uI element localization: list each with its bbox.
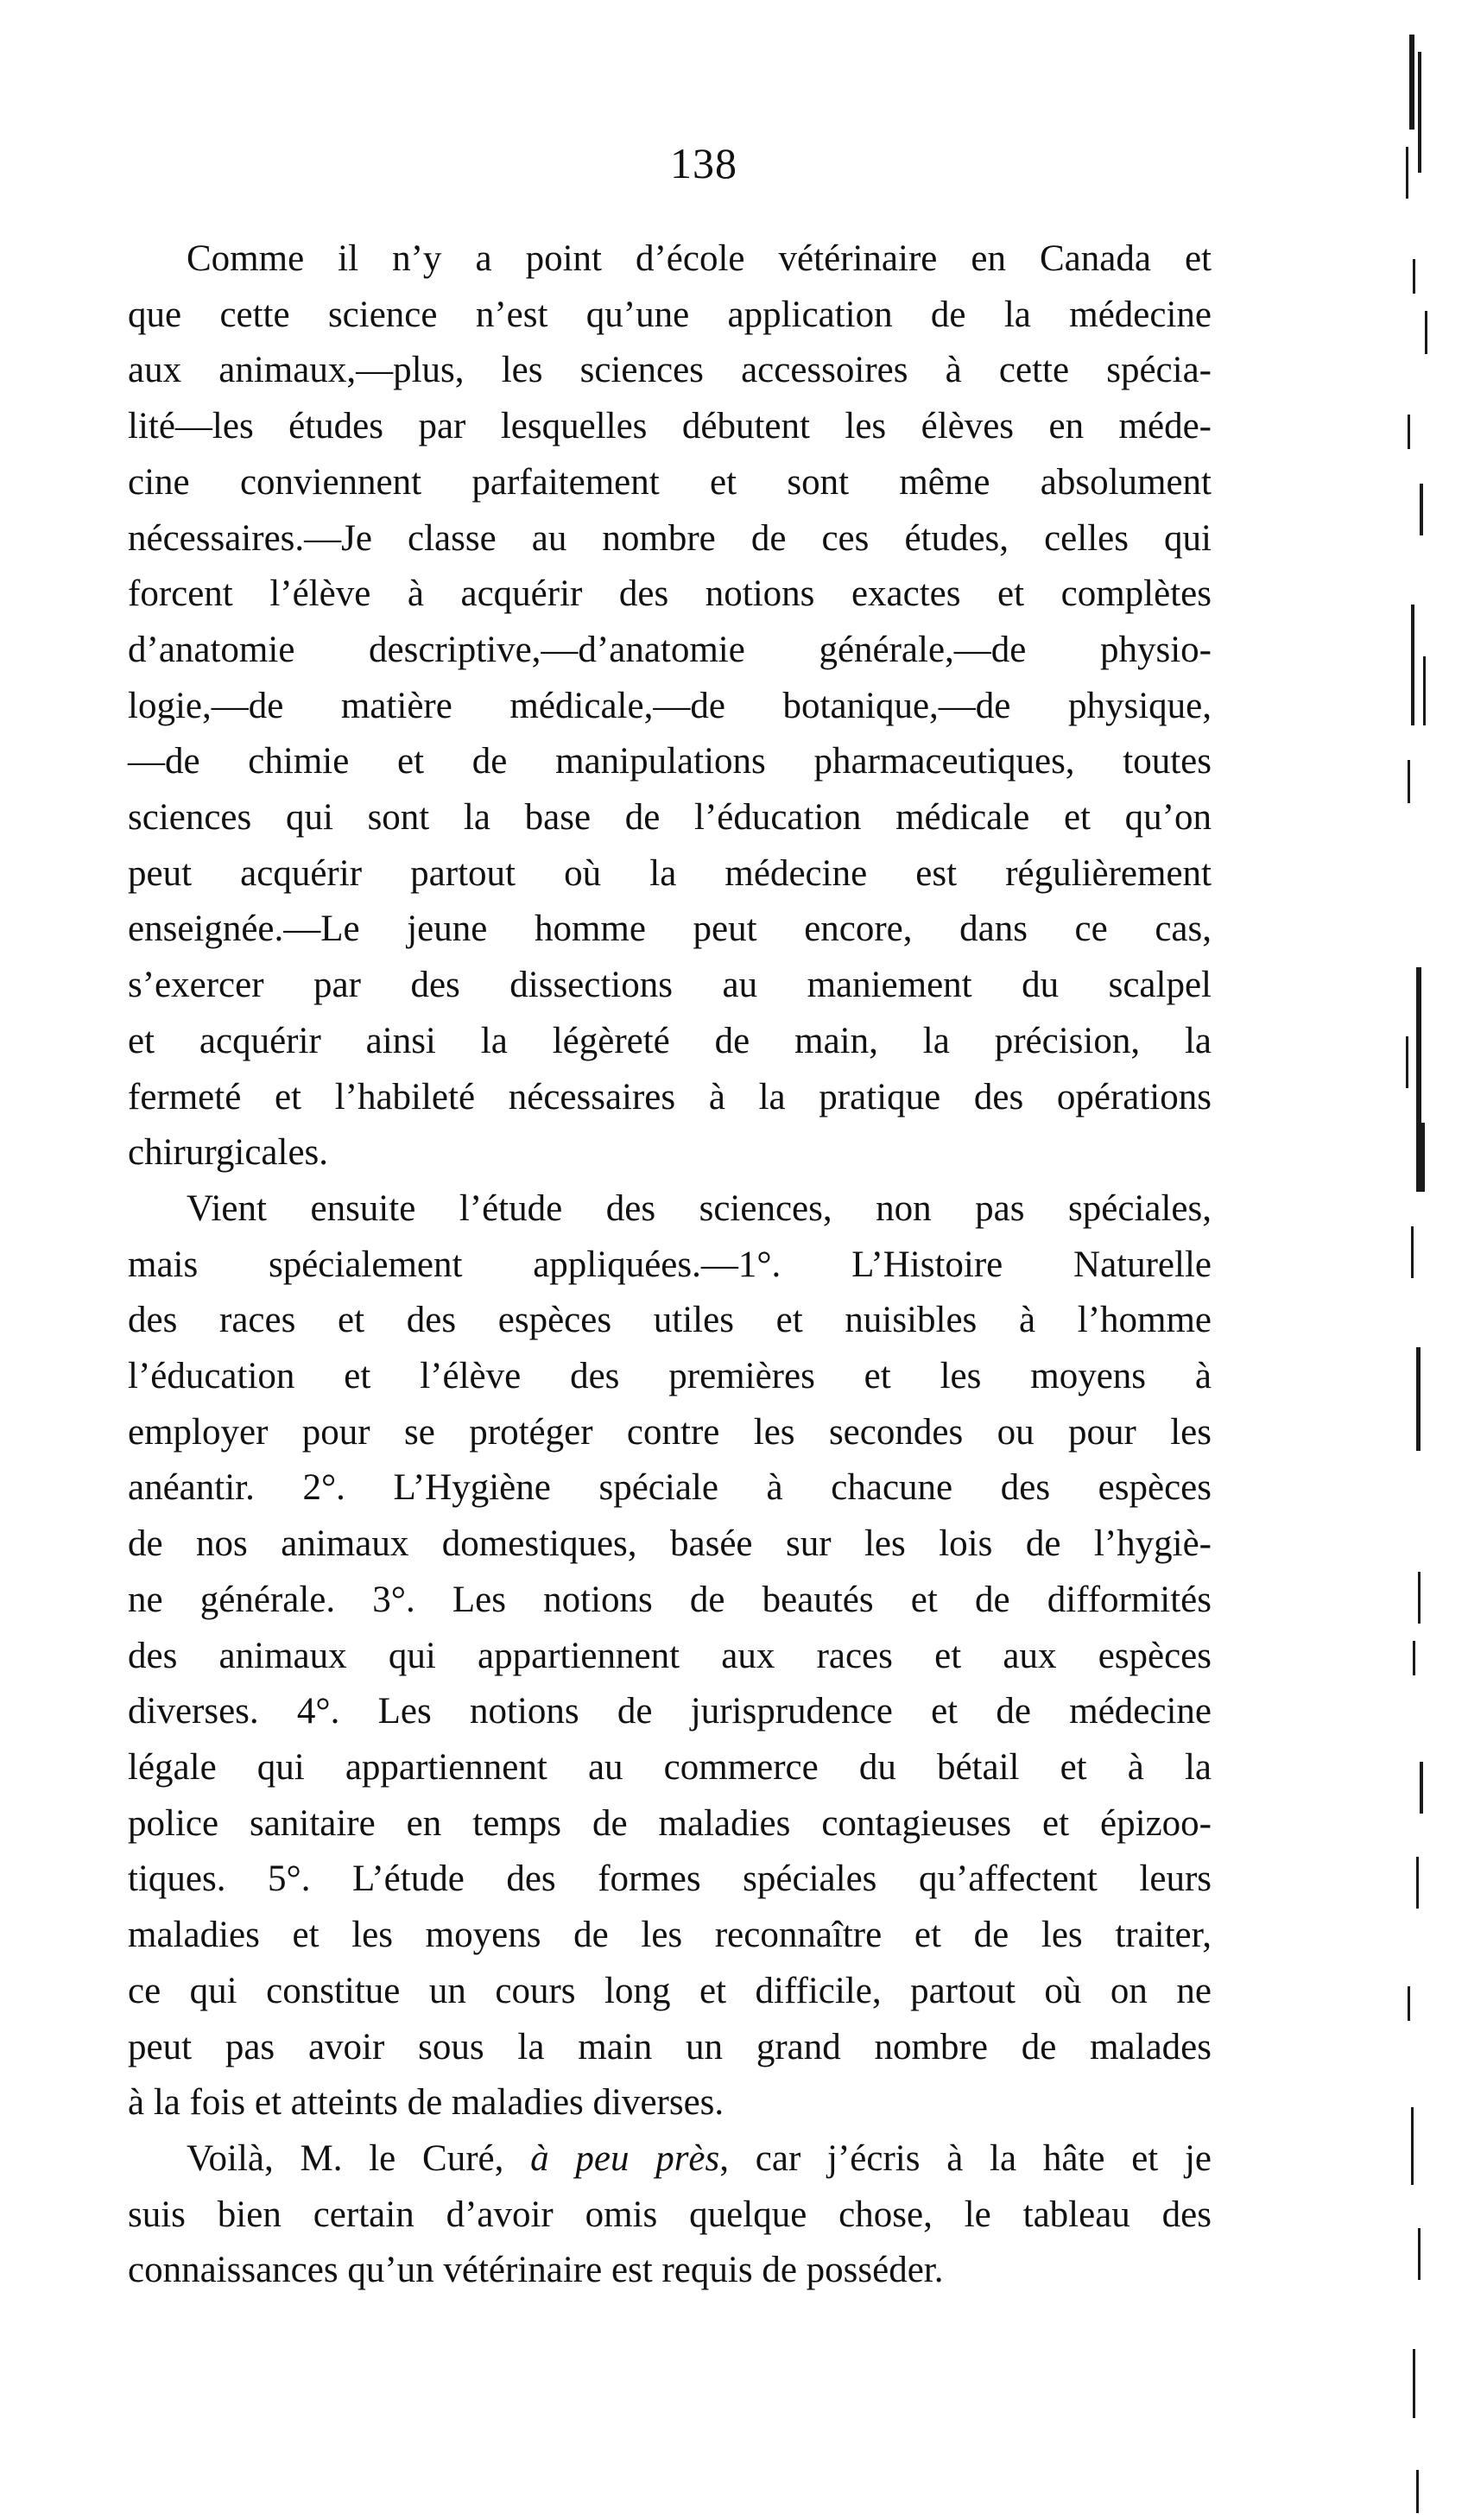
text-line: anéantir. 2°. L’Hygiène spéciale à chacune des espèces xyxy=(128,1467,1212,1509)
text-run: Voilà, M. le Curé, xyxy=(187,2137,531,2179)
text-line: connaissances qu’un vétérinaire est requis de posséder. xyxy=(128,2250,944,2291)
text-line: ce qui constitue un cours long et difficile, partout où on ne xyxy=(128,1970,1212,2011)
text-line: que cette science n’est qu’une application de la médecine xyxy=(128,294,1212,335)
text-line: s’exercer par des dissections au maniement du scalpel xyxy=(128,965,1212,1006)
text-line: suis bien certain d’avoir omis quelque chose, le tableau des xyxy=(128,2194,1212,2235)
text-line: —de chimie et de manipulations pharmaceutiques, toutes xyxy=(128,741,1212,782)
text-line: cine conviennent parfaitement et sont même absolument xyxy=(128,461,1212,503)
text-line: chirurgicales. xyxy=(128,1132,329,1174)
paragraph-3 xyxy=(128,2131,1212,2299)
paragraph-1 xyxy=(128,231,1212,1181)
text-line: de nos animaux domestiques, basée sur les lois de l’hygiè- xyxy=(128,1523,1212,1565)
text-line: mais spécialement appliquées.—1°. L’Histoire Naturelle xyxy=(128,1244,1212,1285)
text-line: des animaux qui appartiennent aux races et aux espèces xyxy=(128,1635,1212,1676)
text-line: aux animaux,—plus, les sciences accessoires à cette spécia- xyxy=(128,350,1212,391)
text-line xyxy=(128,2131,1212,2188)
text-line: l’éducation et l’élève des premières et les moyens à xyxy=(128,1356,1212,1397)
page-number: 138 xyxy=(670,139,737,187)
text-line: d’anatomie descriptive,—d’anatomie générale,—de physio- xyxy=(128,629,1212,670)
text-line: fermeté et l’habileté nécessaires à la pratique des opérations xyxy=(128,1076,1212,1118)
text-line: légale qui appartiennent au commerce du bétail et à la xyxy=(128,1746,1212,1788)
text-run: , car j’écris à la hâte et je xyxy=(719,2137,1212,2179)
text-line: nécessaires.—Je classe au nombre de ces études, celles qui xyxy=(128,517,1212,559)
text-line: peut acquérir partout où la médecine est régulièrement xyxy=(128,852,1212,894)
text-line: ne générale. 3°. Les notions de beautés et de difformités xyxy=(128,1579,1212,1620)
text-line: sciences qui sont la base de l’éducation médicale et qu’on xyxy=(128,797,1212,839)
text-line: peut pas avoir sous la main un grand nombre de malades xyxy=(128,2026,1212,2067)
text-line: police sanitaire en temps de maladies contagieuses et épizoo- xyxy=(128,1802,1212,1844)
text-line: forcent l’élève à acquérir des notions exactes et complètes xyxy=(128,573,1212,615)
text-line: diverses. 4°. Les notions de jurisprudence et de médecine xyxy=(128,1691,1212,1732)
page-edge-scan-marks xyxy=(1356,0,1468,2520)
text-line: employer pour se protéger contre les secondes ou pour les xyxy=(128,1411,1212,1453)
italic-phrase: à peu près xyxy=(530,2137,720,2179)
text-line: lité—les études par lesquelles débutent les élèves en méde- xyxy=(128,406,1212,447)
text-line: tiques. 5°. L’étude des formes spéciales qu’affectent leurs xyxy=(128,1858,1212,1900)
text-line: maladies et les moyens de les reconnaître et de les traiter, xyxy=(128,1915,1212,1956)
text-line: et acquérir ainsi la légèreté de main, la précision, la xyxy=(128,1020,1212,1061)
text-line: à la fois et atteints de maladies diverses. xyxy=(128,2082,725,2124)
text-line: des races et des espèces utiles et nuisibles à l’homme xyxy=(128,1300,1212,1341)
text-line: logie,—de matière médicale,—de botanique,—de physique, xyxy=(128,685,1212,726)
paragraph-2 xyxy=(128,1181,1212,2131)
text-line: enseignée.—Le jeune homme peut encore, dans ce cas, xyxy=(128,909,1212,950)
body-text xyxy=(128,231,1212,2299)
text-line: Comme il n’y a point d’école vétérinaire en Canada et xyxy=(187,238,1212,279)
text-line: Vient ensuite l’étude des sciences, non pas spéciales, xyxy=(187,1187,1212,1229)
